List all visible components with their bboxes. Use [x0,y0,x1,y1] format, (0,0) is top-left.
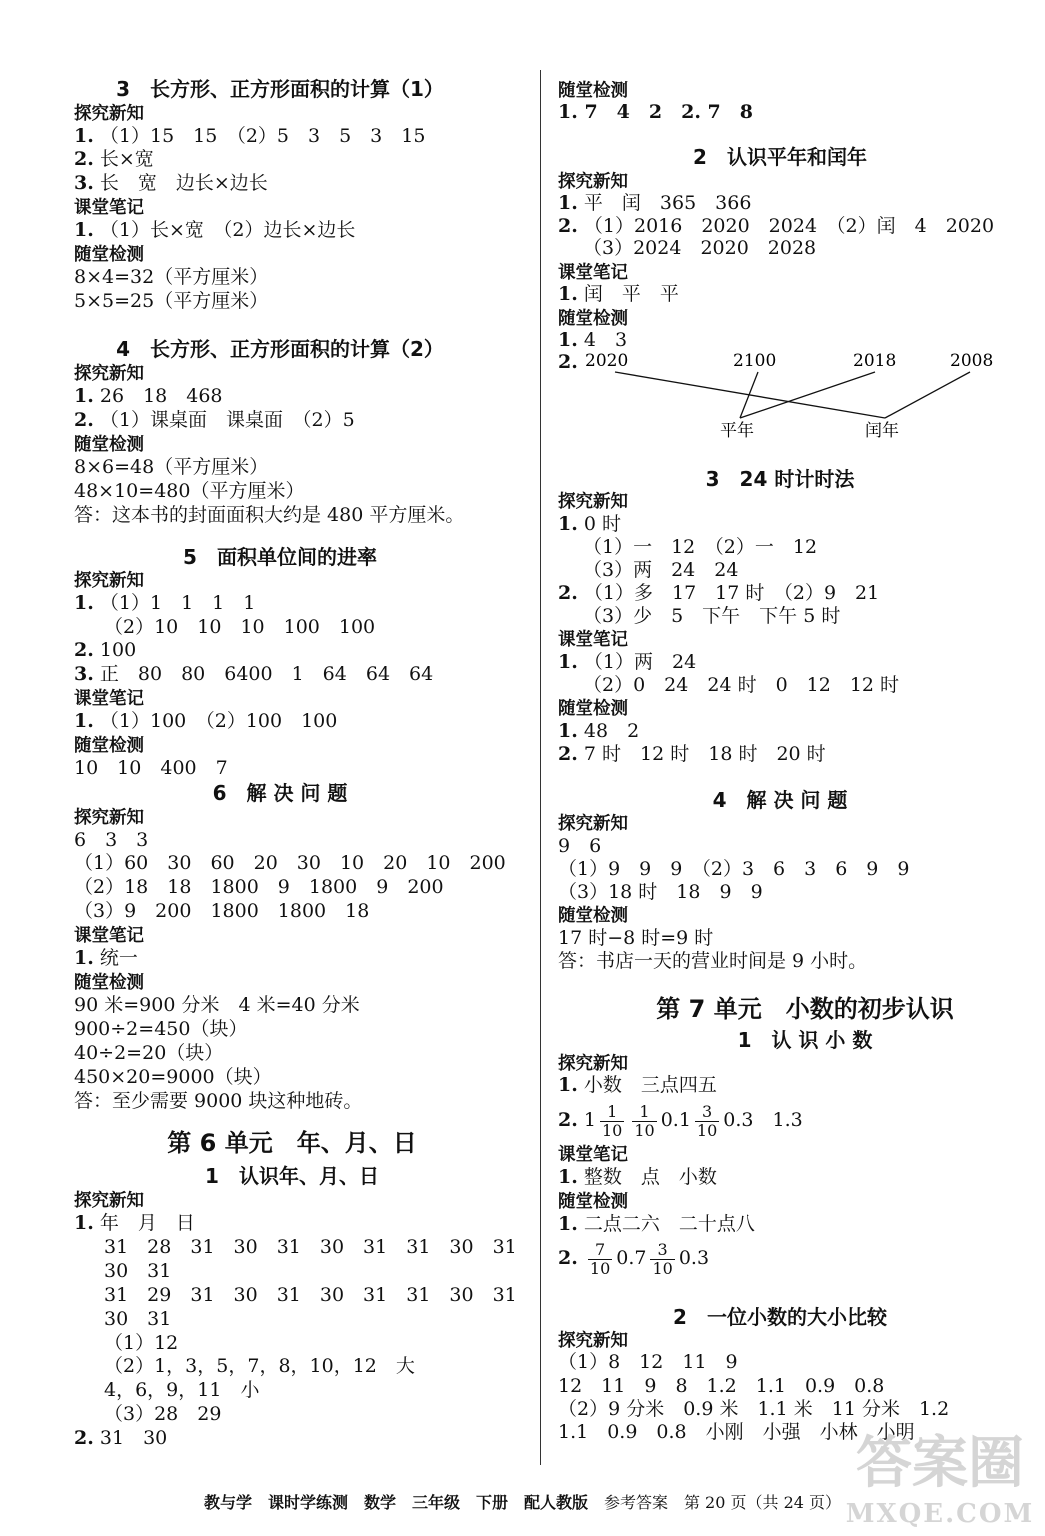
fraction: $\frac{1}{10}$ [634,1101,655,1140]
answer-line: 31 28 31 30 31 30 31 31 30 31 [104,1236,517,1258]
column-divider [540,70,541,1465]
answer-line: （1）9 9 9 （2）3 6 3 6 9 9 [558,858,910,880]
answer-line: （1）12 [104,1332,179,1354]
subheading: 探究新知 [558,1331,628,1351]
answer-line: 1. 26 18 468 [74,385,223,407]
answer-line: 10 10 400 7 [74,757,228,779]
section-title: 1 认 识 小 数 [737,1028,873,1052]
answer-line: 1. （1）两 24 [558,651,697,673]
answer-line: （2）1，3，5，7，8，10，12 大 [104,1355,415,1377]
watermark-logo-text: 答案圈 [856,1430,1024,1496]
match-line [615,372,885,418]
answer-line: 2. 1 $\frac{1}{10}$ $\frac{1}{10}$ 0.1 $\frac{3}{10}$ 0.3 1.3 [558,1101,803,1140]
answer-line: 1. （1）1 1 1 1 [74,592,256,614]
answer-line: 1. 7 4 2 2. 7 8 [558,101,754,123]
footer-page-number: 参考答案 第 20 页（共 24 页） [603,1493,842,1512]
year-label: 2018 [853,351,897,371]
answer-line: （1）60 30 60 20 30 10 20 10 200 [74,852,506,874]
answer-line: 450×20=9000（块） [74,1066,272,1088]
answer-line: （2）18 18 1800 9 1800 9 200 [74,876,444,898]
answer-line: 1. 平 闰 365 366 [558,192,752,214]
answer-line: （3）18 时 18 9 9 [558,881,763,903]
answer-line: 1.1 0.9 0.8 小刚 小强 小林 小明 [558,1421,915,1443]
answer-line: 1. 小数 三点四五 [558,1074,717,1096]
category-label: 闰年 [865,421,899,441]
footer-book-info: 教与学 课时学练测 数学 三年级 下册 配人教版 [203,1493,588,1512]
section-title: 2 认识平年和闰年 [693,145,867,169]
year-label: 2008 [950,351,994,371]
answer-line: 40÷2=20（块） [74,1042,224,1064]
answer-line: 17 时−8 时=9 时 [558,927,714,949]
answer-line: 2. 长×宽 [74,148,154,170]
answer-line: 2. $\frac{7}{10}$ 0.7 $\frac{3}{10}$ 0.3 [558,1239,710,1278]
answer-line: 2. 100 [74,639,137,661]
answer-line: 1. 闰 平 平 [558,283,679,305]
section-title: 3 长方形、正方形面积的计算（1） [116,77,444,101]
answer-line: 30 31 [104,1260,172,1282]
answer-line: （3）2024 2020 2028 [583,237,817,259]
unit-title: 第 6 单元 年、月、日 [167,1129,417,1157]
answer-line: 1. 二点二六 二十点八 [558,1213,755,1235]
subheading: 探究新知 [558,492,628,512]
answer-line: 6 3 3 [74,829,149,851]
answer-line: 1. （1）长×宽 （2）边长×边长 [74,219,356,241]
answer-line: 答：至少需要 9000 块这种地砖。 [74,1090,363,1112]
section-title: 4 解 决 问 题 [712,788,848,812]
answer-line: 1. （1）100 （2）100 100 [74,710,338,732]
answer-line: （3）9 200 1800 1800 18 [74,900,370,922]
fraction: $\frac{7}{10}$ [589,1239,611,1278]
answer-line: 答：书店一天的营业时间是 9 小时。 [558,950,868,972]
answer-line: 48×10=480（平方厘米） [74,480,305,502]
answer-line: 1. 统一 [74,947,138,969]
subheading: 随堂检测 [74,245,144,265]
section-title: 5 面积单位间的进率 [183,545,377,569]
page-footer [0,1490,1045,1513]
subheading: 课堂笔记 [74,926,144,946]
subheading: 探究新知 [74,364,144,384]
answer-line: 1. 4 3 [558,329,628,351]
subheading: 随堂检测 [558,1192,628,1212]
subheading: 随堂检测 [558,699,628,719]
answer-line: 2. （1）课桌面 课桌面 （2）5 [74,409,355,431]
subheading: 课堂笔记 [558,263,628,283]
answer-line: 9 6 [558,835,602,857]
fraction: $\frac{3}{10}$ [696,1101,718,1140]
answer-line: 4，6，9，11 小 [104,1379,260,1401]
answer-line: 2. 7 时 12 时 18 时 20 时 [558,743,826,765]
answer-line: 900÷2=450（块） [74,1018,248,1040]
section-title: 6 解 决 问 题 [212,781,348,805]
answer-line: 5×5=25（平方厘米） [74,290,269,312]
subheading: 探究新知 [558,814,628,834]
subheading: 课堂笔记 [74,689,144,709]
answer-line: 2. （1）2016 2020 2024 （2）闰 4 2020 [558,215,995,237]
subheading: 课堂笔记 [558,630,628,650]
answer-line: （2）9 分米 0.9 米 1.1 米 11 分米 1.2 [558,1398,950,1420]
subheading: 探究新知 [74,808,144,828]
subheading: 随堂检测 [558,309,628,329]
match-line [740,372,875,418]
match-line [740,372,758,418]
answer-line: 2. （1）多 17 17 时 （2）9 21 [558,582,880,604]
answer-line: （2）0 24 24 时 0 12 12 时 [583,674,900,696]
answer-line: 2. 31 30 [74,1427,168,1449]
subheading: 探究新知 [558,1054,628,1074]
subheading: 探究新知 [558,172,628,192]
unit-title: 第 7 单元 小数的初步认识 [656,995,954,1023]
watermark [840,1420,1040,1530]
answer-line: 1. 0 时 [558,513,622,535]
subheading: 课堂笔记 [558,1145,628,1165]
subheading: 探究新知 [74,104,144,124]
category-label: 平年 [720,421,754,441]
subheading: 随堂检测 [74,736,144,756]
answer-line: 12 11 9 8 1.2 1.1 0.9 0.8 [558,1375,885,1397]
answer-line: 3. 正 80 80 6400 1 64 64 64 [74,663,434,685]
answer-line: 1. 年 月 日 [74,1212,195,1234]
answer-line: 1. 48 2 [558,720,640,742]
subheading: 探究新知 [74,571,144,591]
subheading: 探究新知 [74,1191,144,1211]
fraction: $\frac{1}{10}$ [601,1101,623,1140]
year-label: 2020 [585,351,629,371]
answer-line: （1）8 12 11 9 [558,1351,738,1373]
section-title: 2 一位小数的大小比较 [673,1305,887,1329]
subheading: 随堂检测 [558,81,628,101]
answer-line: 8×4=32（平方厘米） [74,266,269,288]
matching-diagram [575,342,1025,442]
watermark-url: MXQE.COM [845,1499,1035,1529]
answer-line: 3. 长 宽 边长×边长 [74,172,268,194]
subheading: 随堂检测 [74,435,144,455]
answer-line: （3）少 5 下午 下午 5 时 [583,605,841,627]
answer-line: （1）一 12 （2）一 12 [583,536,818,558]
section-title: 3 24 时计时法 [705,467,855,491]
fraction: $\frac{3}{10}$ [652,1239,673,1278]
answer-line: （2）10 10 10 100 100 [104,616,376,638]
section-title: 4 长方形、正方形面积的计算（2） [116,337,444,361]
subheading: 随堂检测 [558,906,628,926]
answer-number: 2. [558,351,578,373]
subheading: 随堂检测 [74,973,144,993]
answer-line: 31 29 31 30 31 30 31 31 30 31 [104,1284,517,1306]
match-line [885,372,970,418]
answer-line: 8×6=48（平方厘米） [74,456,269,478]
section-title: 1 认识年、月、日 [205,1164,379,1188]
answer-line: （3）两 24 24 [583,559,739,581]
answer-line: 1. （1）15 15 （2）5 3 5 3 15 [74,125,426,147]
answer-line: 答：这本书的封面面积大约是 480 平方厘米。 [74,504,465,526]
answer-line: 1. 整数 点 小数 [558,1166,717,1188]
answer-line: （3）28 29 [104,1403,222,1425]
answer-line: 30 31 [104,1308,172,1330]
subheading: 课堂笔记 [74,198,144,218]
answer-line: 90 米=900 分米 4 米=40 分米 [74,994,360,1016]
year-label: 2100 [733,351,777,371]
